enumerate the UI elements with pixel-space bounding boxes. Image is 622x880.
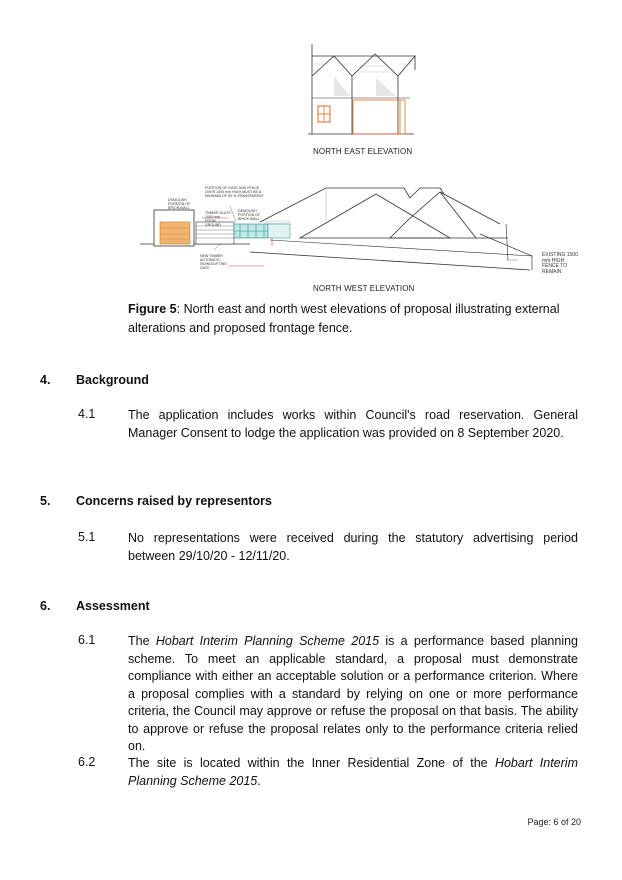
- figure-caption-label: Figure 5: [128, 302, 177, 316]
- section-6-title: Assessment: [76, 599, 150, 613]
- page-number: Page: 6 of 20: [527, 817, 581, 827]
- para-6-2-number: 6.2: [78, 755, 96, 769]
- gate-fence-note: PORTION OF GATE AND FENCE OVER 1200 mm HIGH MUST BE A MINIMUM OF 50 % TRANSPARENT: [205, 186, 264, 198]
- para-5-1-text: No representations were received during the statutory advertising period between 29/10/20 - 12/11/20.: [128, 531, 578, 563]
- section-5-title: Concerns raised by representors: [76, 494, 272, 508]
- section-5-number: 5.: [40, 494, 51, 508]
- scheme-name: Hobart Interim Planning Scheme 2015: [128, 756, 578, 788]
- para-6-1-text: The Hobart Interim Planning Scheme 2015 is a performance based planning scheme. To meet an applicable standard, a proposal must demonstrate compliance with either an acceptable solution or a performance criterion. Where a proposal complies with a standard by relying on one or more performance criteria, the Council may approve or refuse the proposal on that basis. The ability to approve or refuse the proposal relates only to the performance criteria relied on.: [128, 634, 579, 753]
- section-4-title: Background: [76, 373, 149, 387]
- para-4-1-number: 4.1: [78, 407, 96, 421]
- para-5-1-number: 5.1: [78, 530, 96, 544]
- north-east-elevation-drawing: [300, 40, 420, 140]
- timber-slats-note: TIMBER SLATS 1000 mm FROM GROUND: [205, 211, 231, 227]
- section-6-number: 6.: [40, 599, 51, 613]
- section-4-number: 4.: [40, 373, 51, 387]
- figure-caption: [128, 300, 580, 338]
- para-4-1-text: The application includes works within Council's road reservation. General Manager Consent to lodge the application was provided on 8 September 2020.: [128, 408, 578, 440]
- new-gate-note: NEW TIMBER AUTOMATIC SWING/LIFTING GATE: [200, 254, 227, 270]
- existing-fence-note: EXISTING 1500 mm HIGH FENCE TO REMAIN: [542, 252, 578, 275]
- para-6-1-number: 6.1: [78, 633, 96, 647]
- north-west-elevation-label: NORTH WEST ELEVATION: [313, 284, 415, 293]
- figure-caption-text: : North east and north west elevations of proposal illustrating external alterations and proposed frontage fence.: [128, 302, 560, 335]
- demolish-wall-note-left: DEMOLISH PORTION OF BRICK WALL: [168, 198, 191, 210]
- demolish-wall-note-right: DEMOLISH PORTION OF BRICK WALL: [238, 209, 261, 221]
- scheme-name: Hobart Interim Planning Scheme 2015: [155, 634, 380, 648]
- north-east-elevation-label: NORTH EAST ELEVATION: [313, 147, 413, 156]
- para-6-2-text: The site is located within the Inner Residential Zone of the Hobart Interim Planning Scheme 2015.: [128, 756, 578, 788]
